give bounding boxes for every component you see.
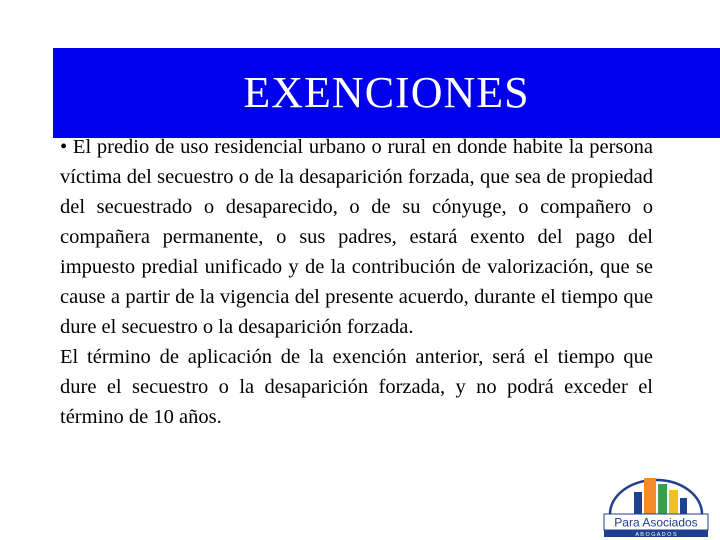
slide-body (60, 132, 653, 432)
logo-building-blue-2 (680, 498, 687, 514)
para-asociados-logo (596, 470, 714, 538)
paragraph-term: El término de aplicación de la exención anterior, será el tiempo que dure el secuestro o la desaparición forzada, y no podrá exceder el término de 10 años. (60, 346, 653, 428)
logo-building-yellow (669, 490, 678, 514)
logo-brand-text: Para Asociados (614, 515, 698, 530)
logo-building-blue-1 (634, 492, 642, 514)
logo-tagline-text: A B O G A D O S (635, 532, 677, 538)
logo-building-orange (644, 478, 656, 514)
logo-building-green (658, 484, 667, 514)
paragraph-exemption: • El predio de uso residencial urbano o rural en donde habite la persona víctima del secuestro o de la desaparición forzada, que sea de propiedad del secuestrado o desaparecido, o de su cónyuge, o compañero o compañera permanente, o sus padres, estará exento del pago del impuesto predial unificado y de la contribución de valorización, que se cause a partir de la vigencia del presente acuerdo, durante el tiempo que dure el secuestro o la desaparición forzada. (60, 136, 653, 338)
slide-title: EXENCIONES (243, 68, 530, 117)
